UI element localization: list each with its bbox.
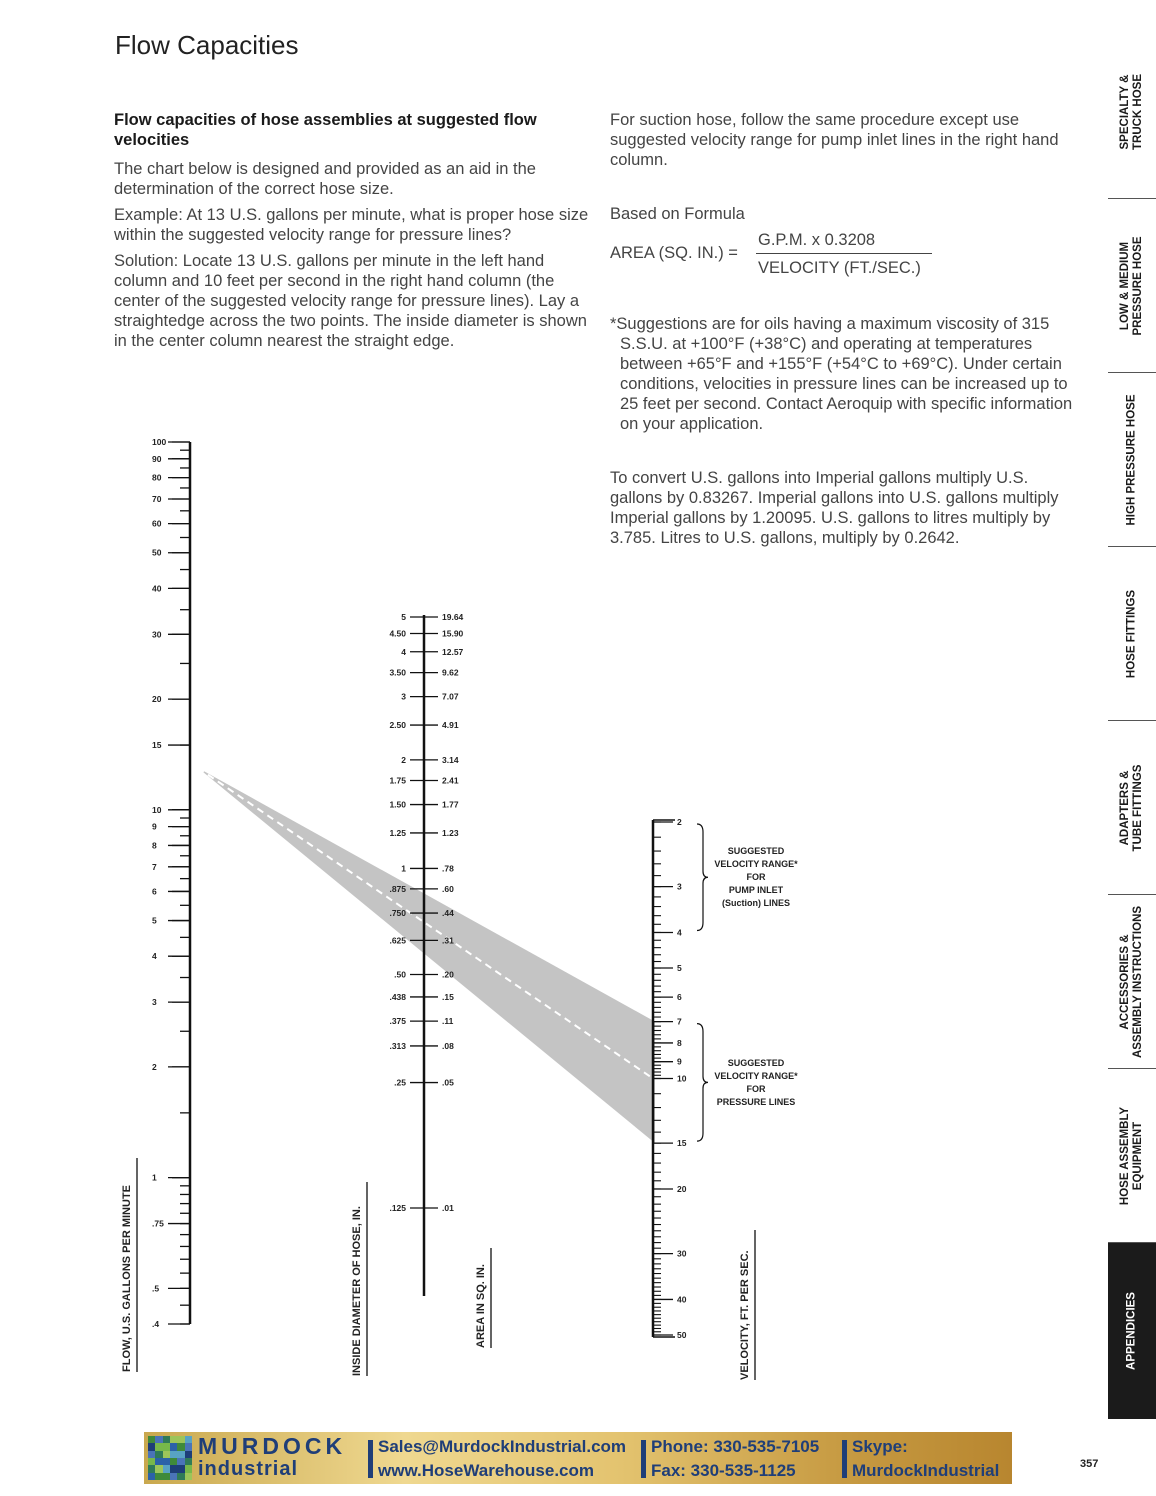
section-subheading: Flow capacities of hose assemblies at suggested flow velocities — [114, 111, 537, 149]
tab-accessories-assembly[interactable] — [1108, 895, 1156, 1069]
page-number: 357 — [1080, 1458, 1099, 1470]
flow-tick-label: 10 — [152, 804, 162, 815]
range-note-line: VELOCITY RANGE* — [714, 859, 798, 870]
flow-tick-label: 9 — [152, 821, 157, 832]
range-note-line: PUMP INLET — [728, 885, 784, 896]
tab-label: APPENDICIES — [1125, 1292, 1138, 1370]
logo-tile — [163, 1451, 170, 1458]
diameter-tick-label: 1.50 — [389, 799, 406, 810]
flow-tick-label: 2 — [152, 1061, 157, 1072]
area-tick-label: 9.62 — [442, 667, 459, 678]
logo-tile — [155, 1465, 162, 1472]
area-tick-label: .05 — [442, 1077, 454, 1088]
area-tick-label: 4.91 — [442, 720, 459, 731]
tab-adapters-tube-fittings[interactable] — [1108, 721, 1156, 895]
tab-label: ACCESSORIES & ASSEMBLY INSTRUCTIONS — [1119, 905, 1144, 1059]
diameter-tick-label: .625 — [389, 935, 406, 946]
area-tick-label: .08 — [442, 1040, 454, 1051]
area-tick-label: .31 — [442, 935, 454, 946]
formula-numerator: G.P.M. x 0.3208 — [758, 231, 876, 249]
logo-tile — [155, 1443, 162, 1450]
brand-subname: industrial — [198, 1458, 299, 1480]
tab-label: HOSE FITTINGS — [1125, 589, 1138, 679]
logo-tile — [177, 1436, 184, 1443]
brand-name: MURDOCK — [198, 1433, 347, 1459]
formula-denominator: VELOCITY (FT./SEC.) — [758, 259, 921, 277]
banner-divider — [368, 1440, 373, 1478]
tab-specialty-truck-hose[interactable] — [1108, 25, 1156, 199]
diameter-tick-label: 2 — [401, 754, 406, 765]
area-tick-label: 12.57 — [442, 646, 464, 657]
logo-tile — [170, 1473, 177, 1480]
velocity-tick-label: 8 — [677, 1037, 682, 1048]
diameter-tick-label: 5 — [401, 612, 406, 622]
tab-low-medium-pressure-hose[interactable] — [1108, 199, 1156, 373]
logo-tile — [148, 1436, 155, 1443]
tab-high-pressure-hose[interactable] — [1108, 373, 1156, 547]
flow-tick-label: 20 — [152, 694, 162, 705]
diameter-tick-label: 4.50 — [389, 628, 406, 639]
diameter-tick-label: .125 — [389, 1203, 406, 1213]
logo-tile — [155, 1473, 162, 1480]
velocity-tick-label: 5 — [677, 963, 682, 974]
flow-tick-label: 1 — [152, 1172, 157, 1183]
range-note-line: SUGGESTED — [727, 846, 785, 857]
area-tick-label: 19.64 — [442, 612, 464, 622]
logo-tile — [163, 1465, 170, 1472]
area-formula — [610, 230, 1080, 280]
tab-label: SPECIALTY & TRUCK HOSE — [1119, 73, 1144, 151]
logo-tile — [170, 1451, 177, 1458]
tab-appendicies[interactable] — [1108, 1243, 1156, 1419]
diameter-tick-label: .750 — [389, 908, 406, 919]
flow-tick-label: .4 — [152, 1319, 160, 1329]
logo-tile — [177, 1451, 184, 1458]
flow-tick-label: .75 — [152, 1218, 164, 1229]
area-axis-title: AREA IN SQ. IN. — [475, 1264, 487, 1348]
tab-label: HIGH PRESSURE HOSE — [1125, 394, 1138, 526]
area-tick-label: .15 — [442, 991, 454, 1002]
formula-lhs: AREA (SQ. IN.) = — [610, 244, 738, 262]
velocity-tick-label: 40 — [677, 1294, 687, 1305]
flow-tick-label: 4 — [152, 951, 157, 962]
logo-tile — [185, 1458, 192, 1465]
range-brace — [697, 1024, 708, 1141]
flow-axis-title: FLOW, U.S. GALLONS PER MINUTE — [121, 1185, 133, 1372]
diameter-tick-label: .50 — [394, 969, 406, 980]
velocity-tick-label: 20 — [677, 1183, 687, 1194]
logo-tile — [170, 1458, 177, 1465]
diameter-tick-label: 3.50 — [389, 667, 406, 678]
area-tick-label: .20 — [442, 969, 454, 980]
flow-tick-label: 70 — [152, 493, 162, 504]
flow-tick-label: 6 — [152, 886, 157, 897]
velocity-tick-label: 50 — [677, 1330, 687, 1340]
logo-tile — [163, 1473, 170, 1480]
tab-label: HOSE ASSEMBLY EQUIPMENT — [1119, 1106, 1144, 1206]
diameter-tick-label: 4 — [401, 646, 406, 657]
diameter-tick-label: .438 — [389, 991, 406, 1002]
skype-label: Skype: — [852, 1437, 908, 1456]
logo-tile — [177, 1443, 184, 1450]
area-tick-label: 7.07 — [442, 691, 459, 702]
murdock-logo-icon — [148, 1436, 192, 1480]
email-link[interactable]: Sales@MurdockIndustrial.com — [378, 1437, 627, 1456]
diameter-tick-label: .875 — [389, 883, 406, 894]
logo-tile — [148, 1443, 155, 1450]
logo-tile — [177, 1465, 184, 1472]
murdock-banner — [144, 1432, 1012, 1484]
range-note-line: PRESSURE LINES — [716, 1096, 796, 1107]
formula-intro: Based on Formula — [610, 205, 745, 223]
phone-number: Phone: 330-535-7105 — [651, 1437, 820, 1456]
logo-tile — [185, 1451, 192, 1458]
logo-tile — [185, 1473, 192, 1480]
flow-tick-label: 7 — [152, 861, 157, 872]
flow-tick-label: 30 — [152, 629, 162, 640]
tab-hose-fittings[interactable] — [1108, 547, 1156, 721]
area-tick-label: .78 — [442, 863, 454, 874]
logo-tile — [163, 1458, 170, 1465]
website-link[interactable]: www.HoseWarehouse.com — [378, 1461, 595, 1480]
suction-paragraph: For suction hose, follow the same procedure except use suggested velocity range for pump inlet lines in the right hand column. — [610, 111, 1059, 169]
fax-number: Fax: 330-535-1125 — [651, 1461, 796, 1480]
logo-tile — [148, 1465, 155, 1472]
logo-tile — [148, 1473, 155, 1480]
conversion-paragraph: To convert U.S. gallons into Imperial gallons multiply U.S. gallons by 0.83267. Imperial gallons into U.S. gallons multiply Imperial gallons by 1.20095. U.S. gallons to litres multiply by 3.785. Litres to U.S. gallons, multiply by 0.2642. — [610, 469, 1059, 547]
banner-divider — [641, 1440, 646, 1478]
flow-nomogram — [100, 430, 820, 1410]
logo-tile — [185, 1443, 192, 1450]
skype-id: MurdockIndustrial — [852, 1461, 1000, 1480]
logo-tile — [155, 1436, 162, 1443]
diameter-tick-label: 1.75 — [389, 775, 406, 786]
banner-divider — [842, 1440, 847, 1478]
flow-tick-label: 8 — [152, 840, 157, 851]
area-tick-label: 1.23 — [442, 827, 459, 838]
logo-tile — [177, 1458, 184, 1465]
flow-tick-label: 90 — [152, 453, 162, 464]
range-note-line: FOR — [746, 872, 766, 883]
intro-paragraph: The chart below is designed and provided as an aid in the determination of the correct hose size. — [114, 160, 536, 198]
diameter-tick-label: 1.25 — [389, 827, 406, 838]
solution-paragraph: Solution: Locate 13 U.S. gallons per minute in the left hand column and 10 feet per second in the right hand column (the center of the suggested velocity range for pressure lines). Lay a straightedge across the two points. The inside diameter is shown in the center column nearest the straight edge. — [114, 252, 587, 350]
logo-tile — [170, 1465, 177, 1472]
logo-tile — [170, 1443, 177, 1450]
logo-tile — [185, 1436, 192, 1443]
range-note-line: (Suction) LINES — [722, 898, 790, 909]
example-paragraph: Example: At 13 U.S. gallons per minute, what is proper hose size within the suggested velocity range for pressure lines? — [114, 206, 589, 244]
flow-tick-label: 15 — [152, 740, 162, 751]
viscosity-footnote: *Suggestions are for oils having a maximum viscosity of 315 S.S.U. at +100°F (+38°C) and operating at temperatures between +65°F and +155°F (+54°C to +69°C). Under certain conditions, velocities in pressure lines can be increased up to 25 feet per second. Contact Aeroquip with specific information on your application. — [610, 315, 1073, 433]
intro-column — [114, 110, 590, 357]
area-tick-label: .44 — [442, 908, 454, 919]
diameter-axis-title: INSIDE DIAMETER OF HOSE, IN. — [351, 1206, 363, 1376]
page-title: Flow Capacities — [115, 30, 299, 60]
velocity-tick-label: 2 — [677, 817, 682, 827]
logo-tile — [155, 1458, 162, 1465]
diameter-tick-label: 3 — [401, 691, 406, 702]
logo-tile — [170, 1436, 177, 1443]
tab-label: ADAPTERS & TUBE FITTINGS — [1119, 764, 1144, 852]
logo-tile — [185, 1465, 192, 1472]
diameter-tick-label: .375 — [389, 1016, 406, 1027]
velocity-axis-title: VELOCITY, FT. PER SEC. — [739, 1250, 751, 1380]
flow-tick-label: 5 — [152, 915, 157, 926]
area-tick-label: 1.77 — [442, 799, 459, 810]
diameter-tick-label: .313 — [389, 1040, 406, 1051]
logo-tile — [148, 1458, 155, 1465]
velocity-tick-label: 7 — [677, 1016, 682, 1027]
flow-tick-label: 40 — [152, 583, 162, 594]
velocity-tick-label: 6 — [677, 992, 682, 1003]
velocity-tick-label: 15 — [677, 1138, 687, 1149]
area-tick-label: 15.90 — [442, 628, 464, 639]
area-tick-label: 2.41 — [442, 775, 459, 786]
velocity-tick-label: 9 — [677, 1056, 682, 1067]
flow-tick-label: 80 — [152, 472, 162, 483]
logo-tile — [155, 1451, 162, 1458]
diameter-tick-label: 1 — [401, 863, 406, 874]
flow-tick-label: 3 — [152, 997, 157, 1008]
velocity-band-wedge — [198, 768, 655, 1143]
tab-hose-assembly-equipment[interactable] — [1108, 1069, 1156, 1243]
logo-tile — [163, 1436, 170, 1443]
range-note-line: SUGGESTED — [727, 1057, 785, 1068]
diameter-tick-label: 2.50 — [389, 720, 406, 731]
tab-label: LOW & MEDIUM PRESSURE HOSE — [1119, 236, 1144, 336]
area-tick-label: 3.14 — [442, 754, 459, 765]
velocity-tick-label: 30 — [677, 1248, 687, 1259]
flow-tick-label: 60 — [152, 518, 162, 529]
logo-tile — [177, 1473, 184, 1480]
velocity-tick-label: 10 — [677, 1073, 687, 1084]
logo-tile — [148, 1451, 155, 1458]
flow-tick-label: 100 — [152, 437, 167, 447]
fraction-bar — [756, 253, 932, 254]
flow-tick-label: 50 — [152, 547, 162, 558]
area-tick-label: .01 — [442, 1203, 454, 1213]
range-brace — [697, 824, 708, 930]
area-tick-label: .11 — [442, 1016, 454, 1027]
velocity-tick-label: 3 — [677, 881, 682, 892]
diameter-tick-label: .25 — [394, 1077, 406, 1088]
logo-tile — [163, 1443, 170, 1450]
velocity-tick-label: 4 — [677, 927, 682, 938]
flow-tick-label: .5 — [152, 1283, 160, 1294]
range-note-line: FOR — [746, 1083, 766, 1094]
area-tick-label: .60 — [442, 883, 454, 894]
range-note-line: VELOCITY RANGE* — [714, 1070, 798, 1081]
